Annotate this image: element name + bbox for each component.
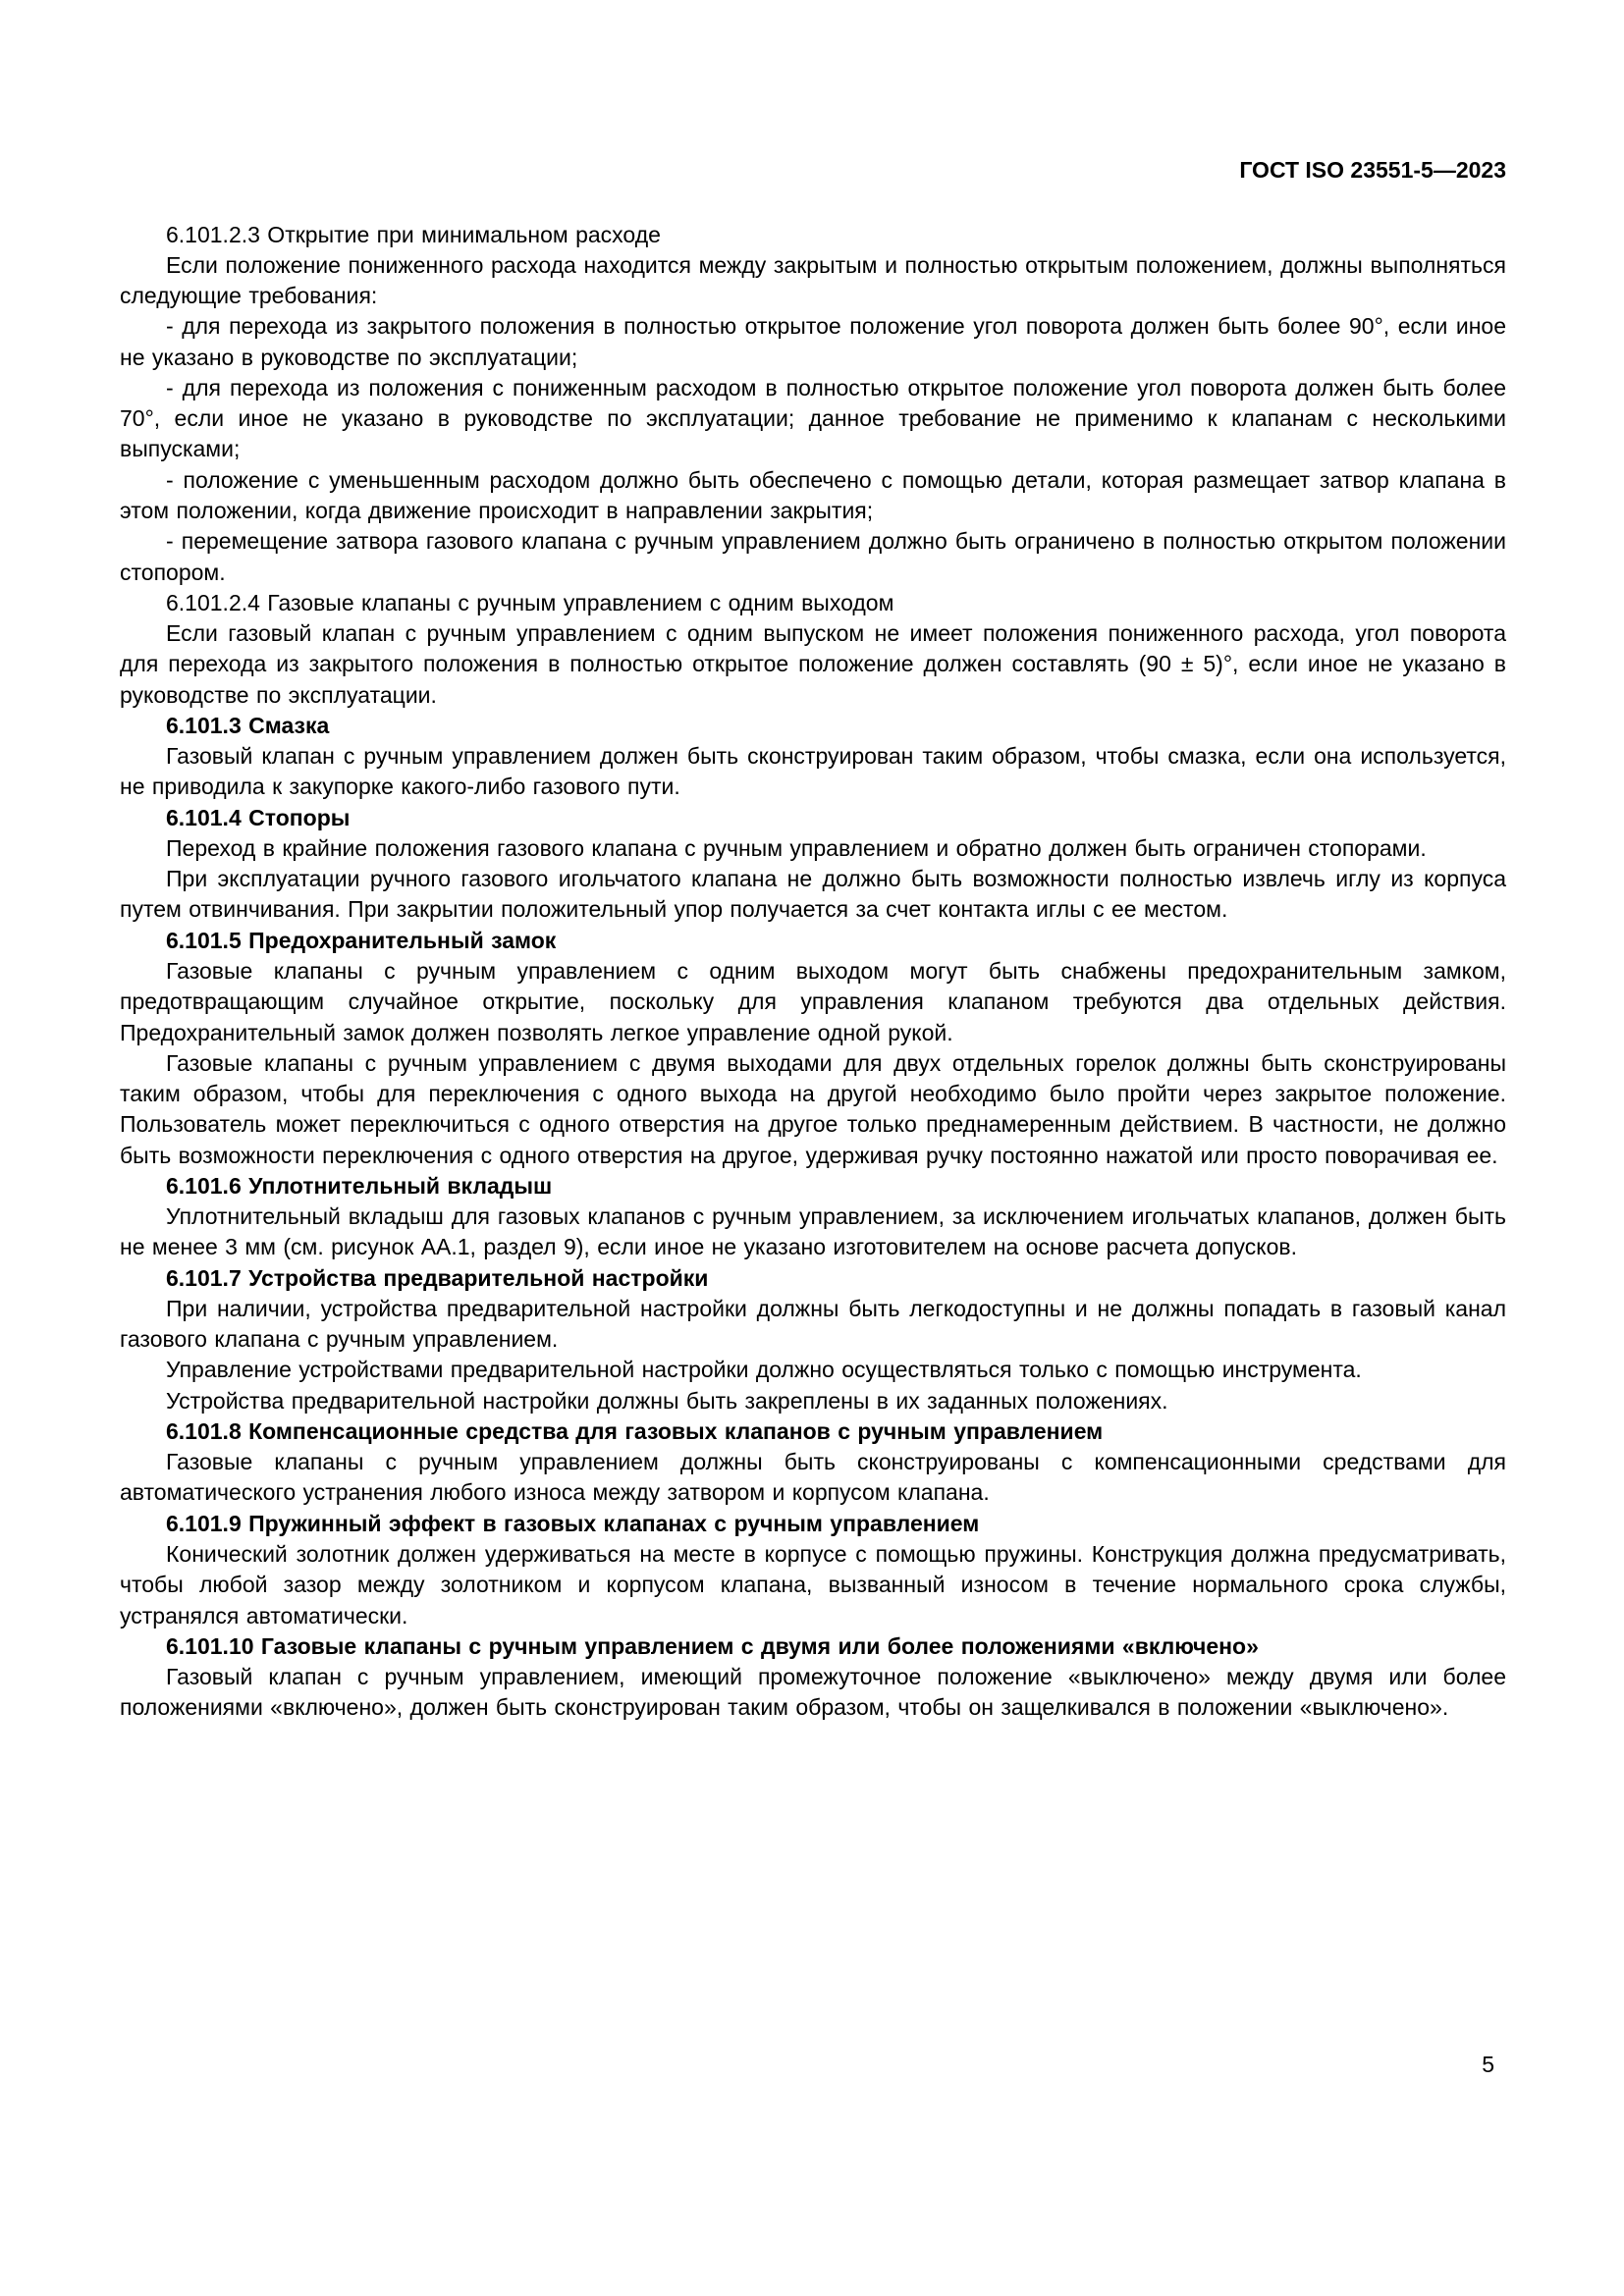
page-number: 5	[1482, 2052, 1494, 2077]
section-heading: 6.101.4 Стопоры	[166, 804, 351, 830]
paragraph: - для перехода из закрытого положения в полностью открытое положение угол поворота должен быть более 90°, если иное не указано в руководстве по эксплуатации;	[120, 313, 1506, 370]
paragraph: 6.101.2.4 Газовые клапаны с ручным управлением с одним выходом	[166, 589, 894, 615]
section-heading: 6.101.8 Компенсационные средства для газовых клапанов с ручным управлением	[166, 1417, 1104, 1444]
section-heading: 6.101.3 Смазка	[166, 712, 330, 738]
paragraph: При наличии, устройства предварительной настройки должны быть легкодоступны и не должны попадать в газовый канал газового клапана с ручным управлением.	[120, 1295, 1506, 1353]
paragraph: Газовые клапаны с ручным управлением должны быть сконструированы с компенсационными средствами для автоматического устранения любого износа между затвором и корпусом клапана.	[120, 1449, 1506, 1506]
section-heading: 6.101.9 Пружинный эффект в газовых клапанах с ручным управлением	[166, 1510, 980, 1536]
paragraph: Уплотнительный вкладыш для газовых клапанов с ручным управлением, за исключением игольчатых клапанов, должен быть не менее 3 мм (см. рисунок АА.1, раздел 9), если иное не указано изготовителем на основе расчета допусков.	[120, 1203, 1506, 1260]
paragraph: Газовый клапан с ручным управлением, имеющий промежуточное положение «выключено» между двумя или более положениями «включено», должен быть сконструирован таким образом, чтобы он защелкивался в положении «выключено».	[120, 1664, 1506, 1721]
paragraph: Если газовый клапан с ручным управлением с одним выпуском не имеет положения пониженного расхода, угол поворота для перехода из закрытого положения в полностью открытое положение должен составлять (90 ± 5)°, если иное не указано в руководстве по эксплуатации.	[120, 620, 1506, 708]
section-heading: 6.101.10 Газовые клапаны с ручным управлением с двумя или более положениями «включено»	[166, 1632, 1259, 1659]
paragraph: Управление устройствами предварительной настройки должно осуществляться только с помощью инструмента.	[166, 1357, 1362, 1383]
document-body	[120, 220, 1506, 1724]
section-heading: 6.101.7 Устройства предварительной настройки	[166, 1264, 709, 1291]
document-header: ГОСТ ISO 23551-5—2023	[1239, 157, 1506, 183]
paragraph: При эксплуатации ручного газового игольчатого клапана не должно быть возможности полностью извлечь иглу из корпуса путем отвинчивания. При закрытии положительный упор получается за счет контакта иглы с ее местом.	[120, 866, 1506, 923]
section-heading: 6.101.6 Уплотнительный вкладыш	[166, 1172, 553, 1199]
paragraph: Переход в крайние положения газового клапана с ручным управлением и обратно должен быть ограничен стопорами.	[166, 834, 1427, 861]
paragraph: - положение с уменьшенным расходом должно быть обеспечено с помощью детали, которая размещает затвор клапана в этом положении, когда движение происходит в направлении закрытия;	[120, 466, 1506, 523]
paragraph: - перемещение затвора газового клапана с ручным управлением должно быть ограничено в полностью открытом положении стопором.	[120, 528, 1506, 585]
paragraph: Устройства предварительной настройки должны быть закреплены в их заданных положениях.	[166, 1387, 1168, 1414]
paragraph: Если положение пониженного расхода находится между закрытым и полностью открытым положением, должны выполняться следующие требования:	[120, 251, 1506, 309]
paragraph: 6.101.2.3 Открытие при минимальном расходе	[166, 221, 661, 247]
paragraph: Газовый клапан с ручным управлением должен быть сконструирован таким образом, чтобы смазка, если она используется, не приводила к закупорке какого-либо газового пути.	[120, 743, 1506, 800]
section-heading: 6.101.5 Предохранительный замок	[166, 927, 557, 953]
paragraph: Газовые клапаны с ручным управлением с одним выходом могут быть снабжены предохранительным замком, предотвращающим случайное открытие, поскольку для управления клапаном требуются два отдельных действия. Предохранительный замок должен позволять легкое управление одной рукой.	[120, 957, 1506, 1045]
paragraph: Газовые клапаны с ручным управлением с двумя выходами для двух отдельных горелок должны быть сконструированы таким образом, чтобы для переключения с одного выхода на другой необходимо было пройти через закрытое положение. Пользователь может переключиться с одного отверстия на другое только преднамеренным действием. В частности, не должно быть возможности переключения с одного отверстия на другое, удерживая ручку постоянно нажатой или просто поворачивая ее.	[120, 1049, 1506, 1168]
paragraph: Конический золотник должен удерживаться на месте в корпусе с помощью пружины. Конструкция должна предусматривать, чтобы любой зазор между золотником и корпусом клапана, вызванный износом в течение нормального срока службы, устранялся автоматически.	[120, 1541, 1506, 1629]
paragraph: - для перехода из положения с пониженным расходом в полностью открытое положение угол поворота должен быть более 70°, если иное не указано в руководстве по эксплуатации; данное требование не применимо к клапанам с несколькими выпусками;	[120, 374, 1506, 462]
